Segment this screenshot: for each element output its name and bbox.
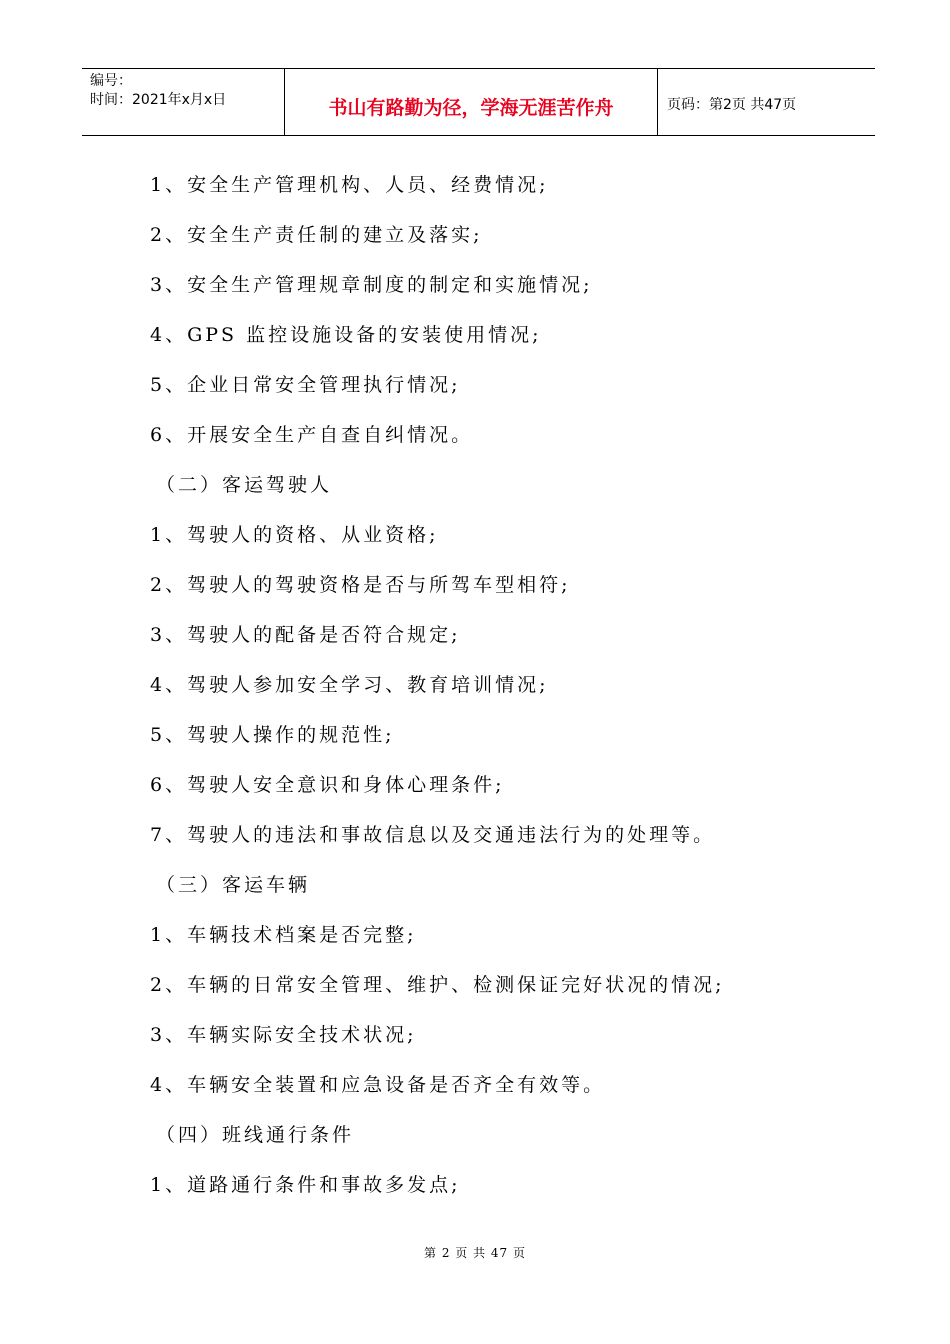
page-header	[82, 68, 875, 136]
list-item: 2、安全生产责任制的建立及落实;	[150, 224, 483, 246]
list-item: 3、驾驶人的配备是否符合规定;	[150, 624, 461, 646]
section-heading: （四）班线通行条件	[156, 1124, 355, 1146]
section-heading: （二）客运驾驶人	[156, 474, 333, 496]
time-label: 时间：2021年x月x日	[90, 92, 227, 108]
list-item: 4、驾驶人参加安全学习、教育培训情况;	[150, 674, 549, 696]
list-item: 3、安全生产管理规章制度的制定和实施情况;	[150, 274, 593, 296]
list-item: 4、车辆安全装置和应急设备是否齐全有效等。	[150, 1074, 606, 1096]
header-motto: 书山有路勤为径，学海无涯苦作舟	[285, 69, 658, 135]
section-heading: （三）客运车辆	[156, 874, 311, 896]
number-label: 编号：	[90, 73, 132, 89]
list-item: 3、车辆实际安全技术状况;	[150, 1024, 417, 1046]
document-body	[150, 160, 870, 1210]
page-footer: 第 2 页 共 47 页	[424, 1246, 526, 1260]
header-page-info: 页码：第2页 共47页	[667, 97, 797, 113]
list-item: 7、驾驶人的违法和事故信息以及交通违法行为的处理等。	[150, 824, 716, 846]
list-item: 1、驾驶人的资格、从业资格;	[150, 524, 439, 546]
list-item: 6、驾驶人安全意识和身体心理条件;	[150, 774, 505, 796]
list-item: 5、驾驶人操作的规范性;	[150, 724, 395, 746]
list-item: 2、车辆的日常安全管理、维护、检测保证完好状况的情况;	[150, 974, 725, 996]
list-item: 4、GPS 监控设施设备的安装使用情况;	[150, 324, 542, 346]
list-item: 5、企业日常安全管理执行情况;	[150, 374, 461, 396]
list-item: 2、驾驶人的驾驶资格是否与所驾车型相符;	[150, 574, 571, 596]
header-meta	[82, 69, 285, 135]
list-item: 6、开展安全生产自查自纠情况。	[150, 424, 474, 446]
list-item: 1、道路通行条件和事故多发点;	[150, 1174, 461, 1196]
list-item: 1、安全生产管理机构、人员、经费情况;	[150, 174, 549, 196]
list-item: 1、车辆技术档案是否完整;	[150, 924, 417, 946]
